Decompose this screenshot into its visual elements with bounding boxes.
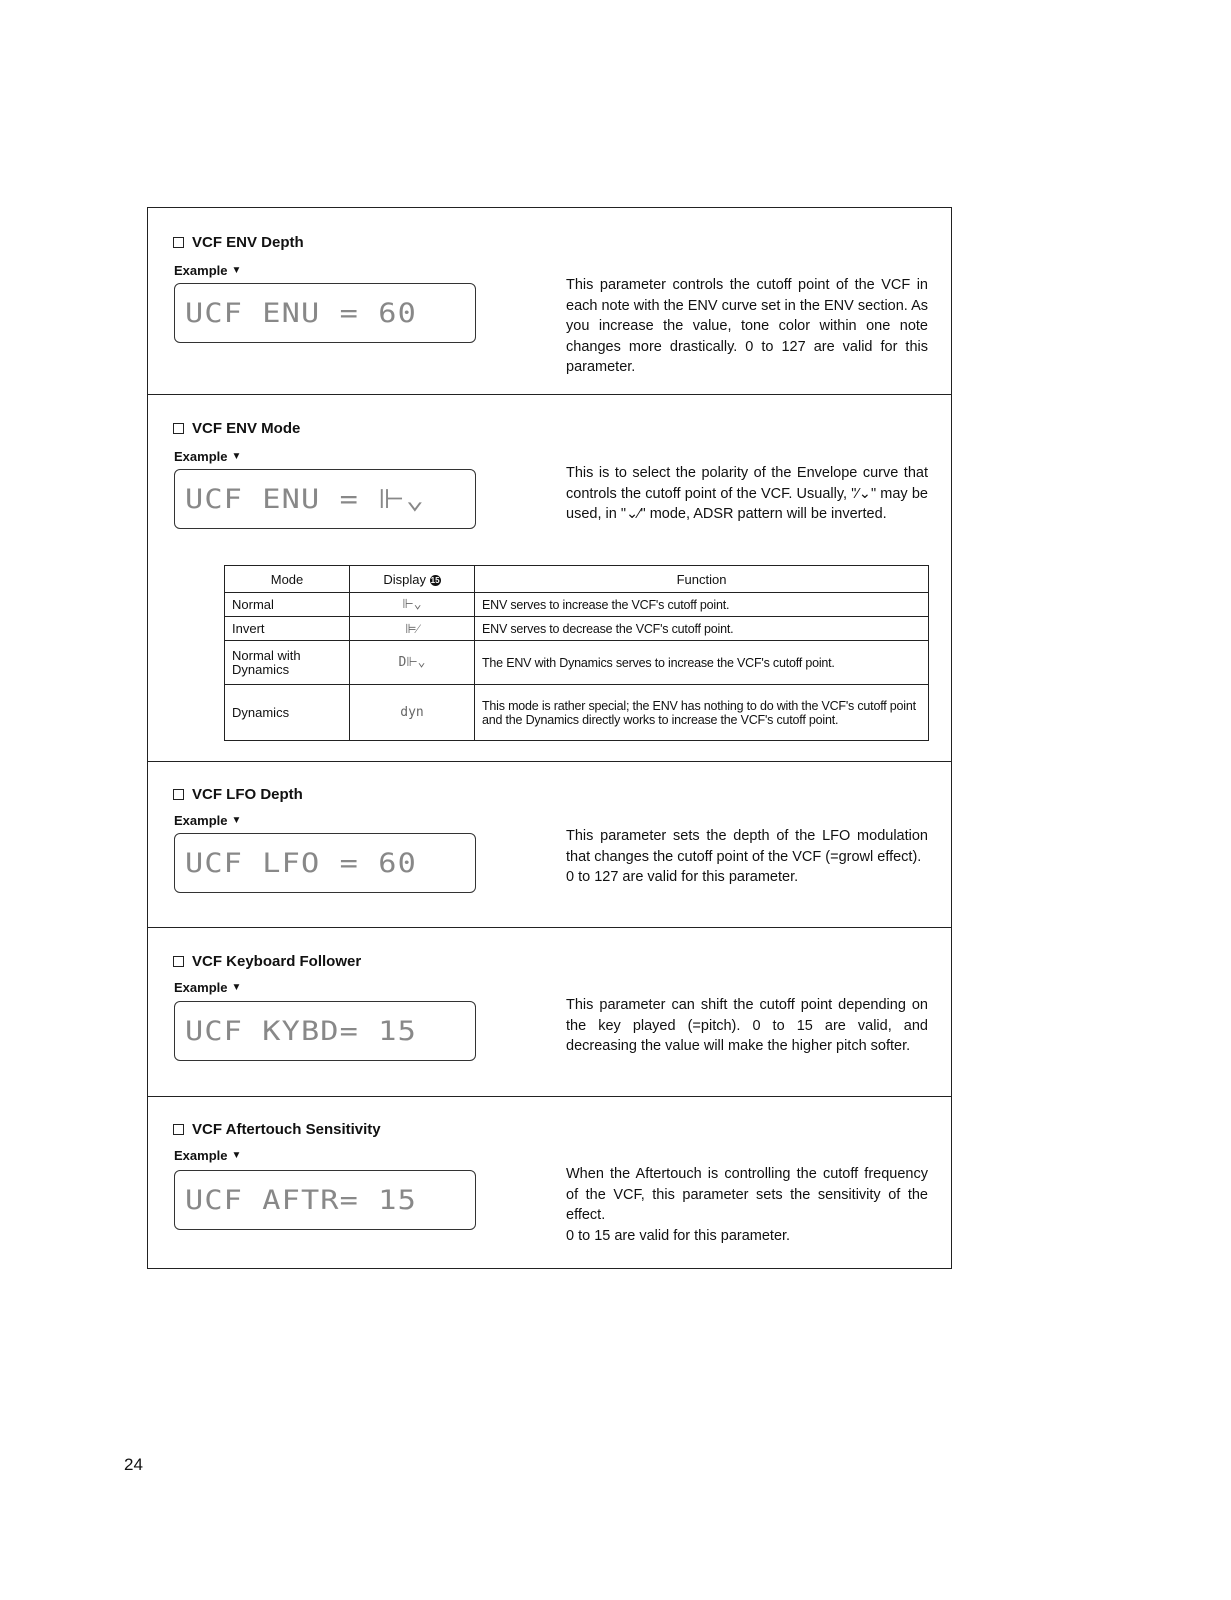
header-mode: Mode bbox=[225, 566, 350, 593]
cell-mode: Dynamics bbox=[225, 685, 350, 741]
triangle-down-icon: ▼ bbox=[231, 451, 242, 462]
example-text: Example bbox=[174, 980, 228, 995]
cell-function: The ENV with Dynamics serves to increase the VCF's cutoff point. bbox=[475, 641, 929, 685]
cell-display: ⊩⌄ bbox=[350, 593, 475, 617]
cell-function: This mode is rather special; the ENV has nothing to do with the VCF's cutoff point and the Dynamics directly works to increase the VCF's cutoff point. bbox=[475, 685, 929, 741]
example-label bbox=[174, 263, 241, 278]
lcd-display bbox=[174, 283, 476, 343]
checkbox-icon bbox=[173, 237, 184, 248]
section-description bbox=[566, 826, 928, 888]
checkbox-icon bbox=[173, 423, 184, 434]
cell-function: ENV serves to decrease the VCF's cutoff point. bbox=[475, 617, 929, 641]
table-row bbox=[225, 685, 929, 741]
example-label bbox=[174, 1148, 241, 1163]
checkbox-icon bbox=[173, 956, 184, 967]
triangle-down-icon: ▼ bbox=[231, 1150, 242, 1161]
cell-function: ENV serves to increase the VCF's cutoff point. bbox=[475, 593, 929, 617]
lcd-text: UCF ENU = ⊩⌄ bbox=[185, 483, 426, 515]
table-row bbox=[225, 617, 929, 641]
header-display bbox=[350, 566, 475, 593]
cell-mode: Normal with Dynamics bbox=[225, 641, 350, 685]
section-vcf-lfo-depth bbox=[148, 762, 951, 927]
cell-mode: Normal bbox=[225, 593, 350, 617]
section-heading bbox=[173, 953, 361, 970]
section-description bbox=[566, 1164, 928, 1246]
section-description bbox=[566, 995, 928, 1057]
section-vcf-env-depth bbox=[148, 208, 951, 395]
header-display-text: Display bbox=[383, 571, 426, 587]
circled-number-icon: 15 bbox=[430, 575, 440, 585]
lcd-text: UCF KYBD= 15 bbox=[185, 1015, 417, 1047]
cell-display: ⊫⁄ bbox=[350, 617, 475, 641]
cell-display: dyn bbox=[350, 685, 475, 741]
parameter-frame bbox=[147, 207, 952, 1269]
table-header-row bbox=[225, 566, 929, 593]
checkbox-icon bbox=[173, 1124, 184, 1135]
table-row bbox=[225, 641, 929, 685]
section-description bbox=[566, 463, 928, 525]
lcd-display bbox=[174, 1001, 476, 1061]
lcd-text: UCF LFO = 60 bbox=[185, 847, 417, 879]
description-text: This is to select the polarity of the Envelope curve that controls the cutoff point of the VCF. Usually, "⁄⌄" may be used, in "⌄⁄" mode, ADSR pattern will be inverted. bbox=[566, 465, 928, 522]
triangle-down-icon: ▼ bbox=[231, 265, 242, 276]
section-heading bbox=[173, 234, 304, 251]
section-heading bbox=[173, 420, 300, 437]
mode-table bbox=[224, 565, 929, 741]
heading-text: VCF ENV Depth bbox=[192, 234, 304, 251]
heading-text: VCF LFO Depth bbox=[192, 786, 303, 803]
example-label bbox=[174, 980, 241, 995]
lcd-text: UCF ENU = 60 bbox=[185, 297, 417, 329]
lcd-display bbox=[174, 833, 476, 893]
page-number: 24 bbox=[124, 1455, 143, 1474]
example-label bbox=[174, 449, 241, 464]
triangle-down-icon: ▼ bbox=[231, 815, 242, 826]
checkbox-icon bbox=[173, 789, 184, 800]
lcd-text: UCF AFTR= 15 bbox=[185, 1184, 417, 1216]
example-text: Example bbox=[174, 813, 228, 828]
description-text: When the Aftertouch is controlling the cutoff frequency of the VCF, this parameter sets the sensitivity of the effect. bbox=[566, 1166, 928, 1223]
example-text: Example bbox=[174, 263, 228, 278]
table-row bbox=[225, 593, 929, 617]
example-text: Example bbox=[174, 449, 228, 464]
cell-mode: Invert bbox=[225, 617, 350, 641]
example-label bbox=[174, 813, 241, 828]
cell-display: D⊩⌄ bbox=[350, 641, 475, 685]
example-text: Example bbox=[174, 1148, 228, 1163]
lcd-display bbox=[174, 1170, 476, 1230]
section-description bbox=[566, 275, 928, 378]
header-function: Function bbox=[475, 566, 929, 593]
section-vcf-keyboard-follower bbox=[148, 928, 951, 1096]
lcd-display bbox=[174, 469, 476, 529]
description-text: This parameter sets the depth of the LFO modulation that changes the cutoff point of the VCF (=growl effect). bbox=[566, 828, 928, 865]
section-heading bbox=[173, 1121, 381, 1138]
section-vcf-aftertouch-sensitivity bbox=[148, 1097, 951, 1269]
description-text: This parameter can shift the cutoff point depending on the key played (=pitch). 0 to 15 are valid, and decreasing the value will make the higher pitch softer. bbox=[566, 997, 928, 1054]
heading-text: VCF Keyboard Follower bbox=[192, 953, 362, 970]
triangle-down-icon: ▼ bbox=[231, 982, 242, 993]
section-heading bbox=[173, 786, 303, 803]
description-text-2: 0 to 15 are valid for this parameter. bbox=[566, 1227, 791, 1244]
description-text: This parameter controls the cutoff point of the VCF in each note with the ENV curve set in the ENV section. As you increase the value, tone color within one note changes more drastically. 0 to 127 are valid for this parameter. bbox=[566, 277, 928, 375]
heading-text: VCF Aftertouch Sensitivity bbox=[192, 1121, 381, 1138]
heading-text: VCF ENV Mode bbox=[192, 420, 301, 437]
description-text-2: 0 to 127 are valid for this parameter. bbox=[566, 869, 799, 885]
